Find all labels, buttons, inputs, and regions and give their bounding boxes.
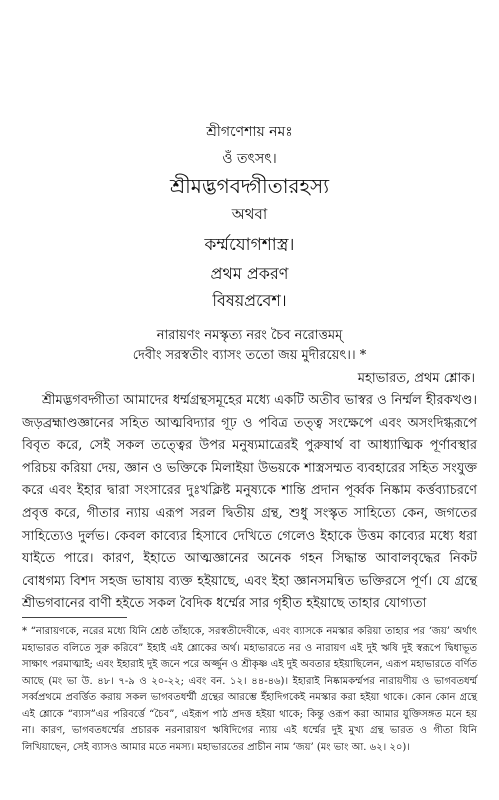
body-paragraph: শ্রীমদ্ভগবদ্গীতা আমাদের ধর্ম্মগ্রন্থসমূহের মধ্যে একটি অতীব ভাস্বর ও নির্ম্মল হীরকখণ্ড। জড়ব্রহ্মাণ্ডজ্ঞানের সহিত আত্মবিদ্যার গূঢ় ও পবিত্র তত্ত্ব সংক্ষেপে এবং অসংদিগ্ধরূপে বিবৃত করে, সেই সকল তত্ত্বের উপর মনুষ্যমাত্রেরই পুরুষার্থ বা আধ্যাত্মিক পূর্ণাবস্থার পরিচয় করিয়া দেয়, জ্ঞান ও ভক্তিকে মিলাইয়া উভয়কে শাস্ত্রসম্মত ব্যবহারের সহিত সংযুক্ত করে এবং ইহার দ্বারা সংসারের দুঃখক্লিষ্ট মনুষ্যকে শান্তি প্রদান পূর্ব্বক নিষ্কাম কর্ত্তব্যাচরণে প্রবৃত্ত করে, গীতার ন্যায় এরূপ সরল দ্বিতীয় গ্রন্থ, শুধু সংস্কৃত সাহিত্যে কেন, জগতের সাহিত্যেও দুর্লভ। কেবল কাব্যের হিসাবে দেখিতে গেলেও ইহাকে উত্তম কাব্যের মধ্যে ধরা যাইতে পারে। কারণ, ইহাতে আত্মজ্ঞানের অনেক গহন সিদ্ধান্ত আবালবৃদ্ধের নিকট বোধগম্য বিশদ সহজ ভাষায় ব্যক্ত হইয়াছে, এবং ইহা জ্ঞানসমন্বিত ভক্তিরসে পূর্ণ। যে গ্রন্থে শ্রীভগবানের বাণী হইতে সকল বৈদিক ধর্ম্মের সার গৃহীত হইয়াছে তাহার যোগ্যতা bbox=[22, 393, 477, 612]
om-tat-sat-line: ওঁ তৎসৎ। bbox=[222, 151, 277, 167]
footnote bbox=[22, 624, 477, 756]
chapter-title: বিষয়প্রবেশ। bbox=[212, 291, 287, 310]
footnote-text: * “নারায়ণকে, নরের মধ্যে যিনি শ্রেষ্ঠ তাঁহাকে, সরস্বতীদেবীকে, এবং ব্যাসকে নমস্কার করিয়া তাহার পর ‘জয়’ অর্থাৎ মহাভারত বলিতে সুরু করিবে” ইহাই এই শ্লোকের অর্থ। মহাভারতে নর ও নারায়ণ এই দুই ঋষি দুই স্বরূপে দ্বিধাভূত সাক্ষাৎ পরমাত্মাই; এবং ইহারাই দুই জনে পরে অর্জ্জুন ও শ্রীকৃষ্ণ এই দুই অবতার হইয়াছিলেন, এরূপ মহাভারতে বর্ণিত আছে (মং ভা উ. ৪৮। ৭-৯ ও ২০-২২; এবং বন. ১২। ৪৪-৪৬)। ইহারাই নিষ্কামকর্ম্মপর নারায়ণীয় ও ভাগবতধর্ম্ম সর্ব্বপ্রথমে প্রবর্ত্তিত করায় সকল ভাগবতধর্ম্মী গ্রন্থের আরম্ভে ইঁহাদিগকেই নমস্কার করা হইয়া থাকে। কোন কোন গ্রন্থে এই শ্লোকে “ব্যাস”এর পরিবর্ত্তে “চৈব”, এইরূপ পাঠ প্রদত্ত হইয়া থাকে; কিন্তু ওরূপ করা আমার যুক্তিসঙ্গত মনে হয় না। কারণ, ভাগবতধর্ম্মের প্রচারক নরনারায়ণ ঋষিদিগের ন্যায় এই ধর্ম্মের দুই মুখ্য গ্রন্থ ভারত ও গীতা যিনি লিখিয়াছেন, সেই ব্যাসও আমার মতে নমস্য। মহাভারতের প্রাচীন নাম ‘জয়’ (মং ভাং আ. ৬২। ২০)। bbox=[22, 626, 477, 753]
book-subtitle: কর্ম্মযোগশাস্ত্র। bbox=[204, 235, 295, 255]
shloka-source: মহাভারত, প্রথম শ্লোক। bbox=[357, 371, 475, 386]
chapter-number: প্রথম প্রকরণ bbox=[210, 264, 289, 283]
shloka-line-2: দেবীং সরস্বতীং ব্যাসং ততো জয় মুদীরয়েৎ।। * bbox=[132, 348, 367, 363]
invocation-line: শ্রীগণেশায় নমঃ bbox=[206, 124, 293, 140]
main-text bbox=[22, 390, 477, 616]
book-title: শ্রীমদ্ভগবদ্গীতারহস্য bbox=[169, 174, 330, 198]
or-line: অথবা bbox=[231, 205, 268, 223]
shloka-line-1: নারায়ণং নমস্কৃত্য নরং চৈব নরোত্তমম্ bbox=[156, 328, 343, 343]
footnote-divider bbox=[22, 617, 127, 618]
